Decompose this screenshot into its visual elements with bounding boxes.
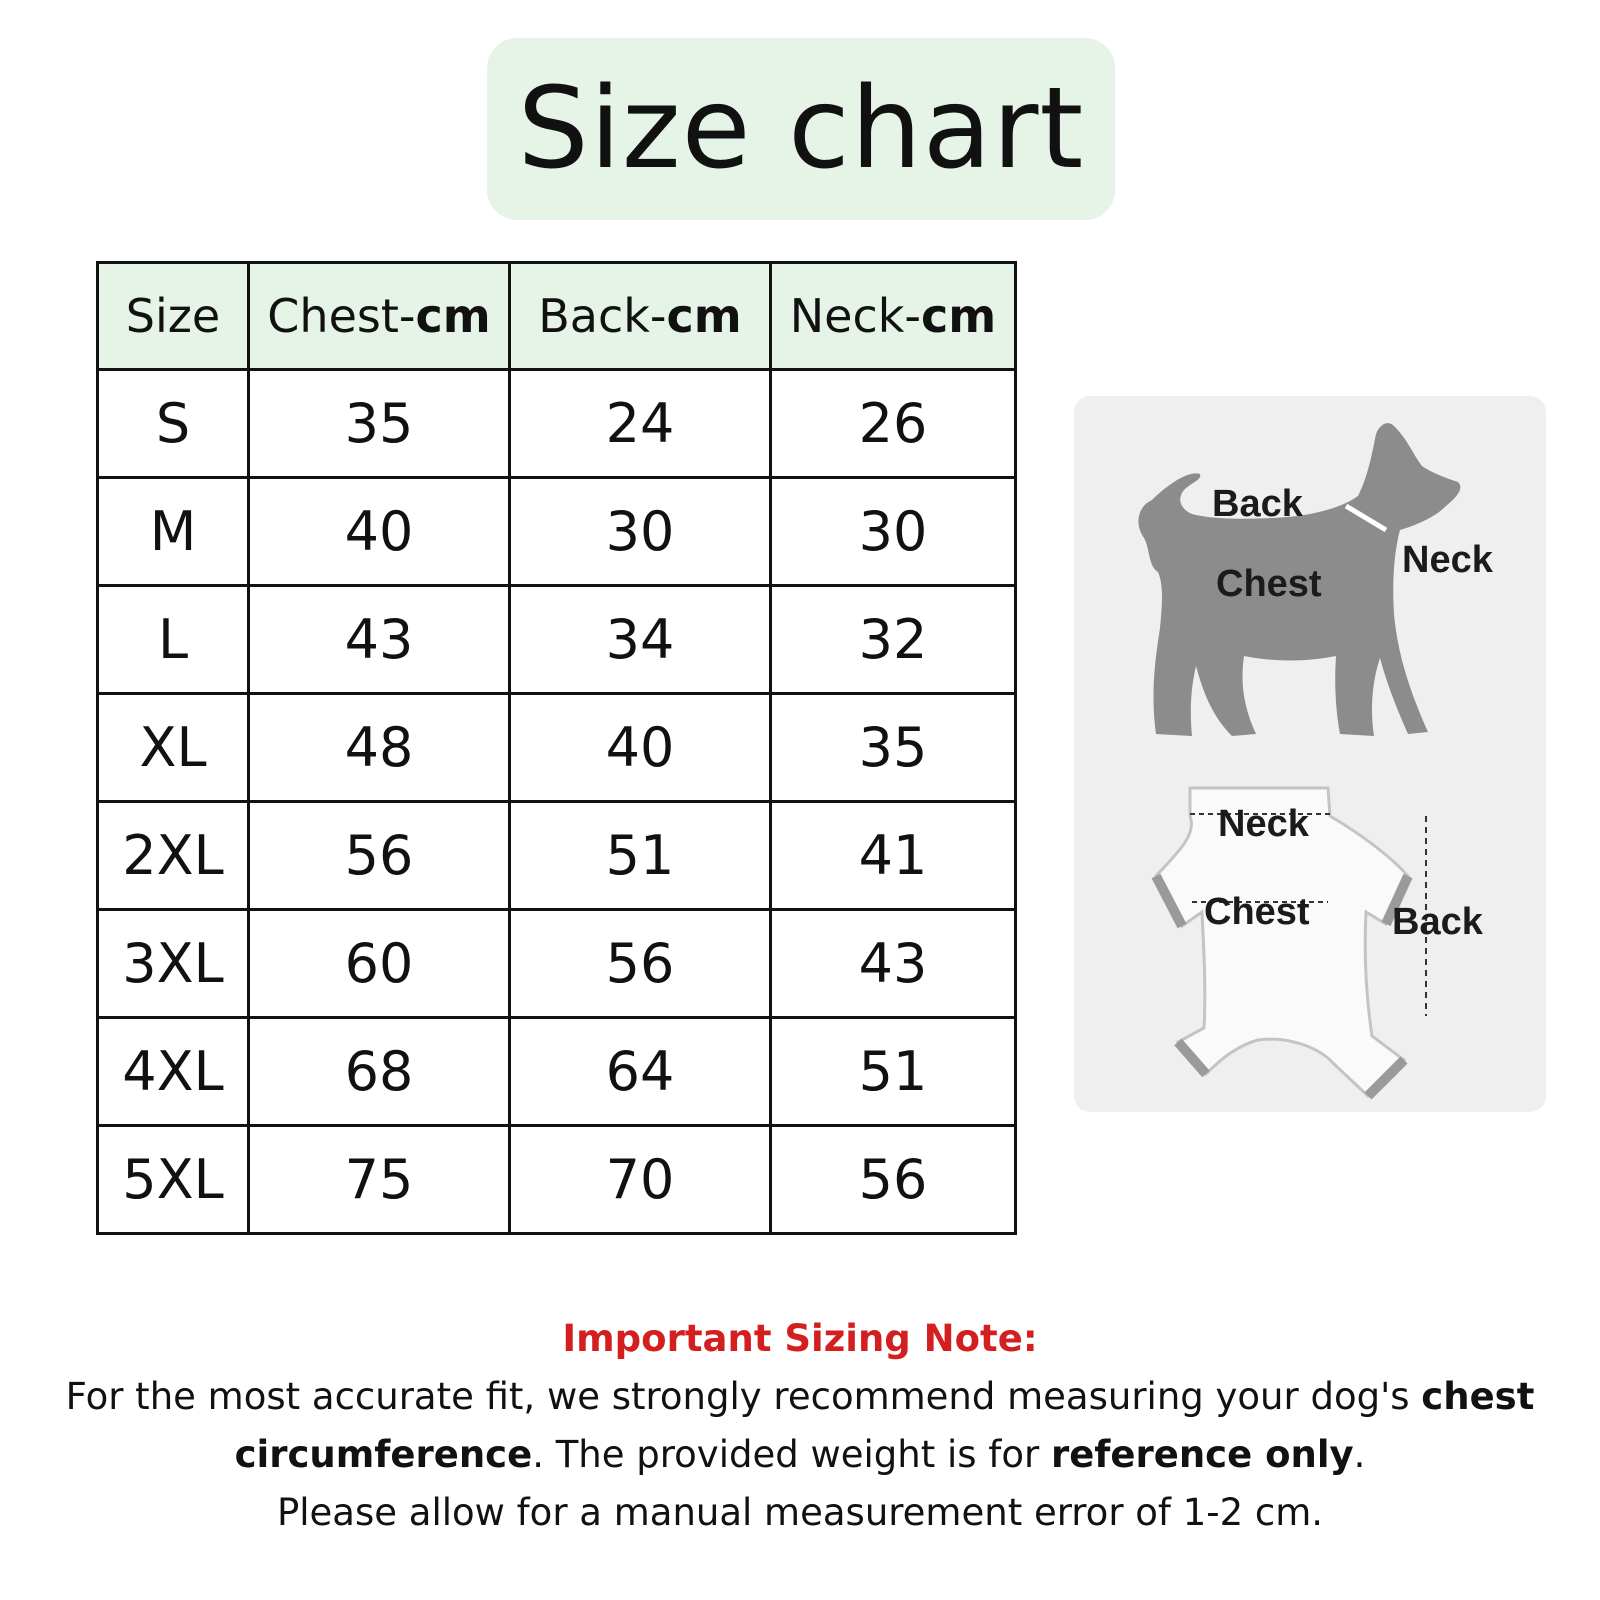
header-size: Size xyxy=(98,263,249,370)
table-header-row xyxy=(98,263,1016,370)
note-title: Important Sizing Note: xyxy=(562,1317,1038,1360)
cell-chest: 68 xyxy=(249,1018,510,1126)
cell-chest: 56 xyxy=(249,802,510,910)
cell-chest: 43 xyxy=(249,586,510,694)
cell-back: 30 xyxy=(510,478,771,586)
header-neck: Neck-cm xyxy=(771,263,1016,370)
page-title: Size chart xyxy=(517,64,1085,194)
cell-back: 34 xyxy=(510,586,771,694)
cell-size: 4XL xyxy=(98,1018,249,1126)
cell-size: M xyxy=(98,478,249,586)
table-row xyxy=(98,910,1016,1018)
cell-chest: 75 xyxy=(249,1126,510,1234)
table-row xyxy=(98,802,1016,910)
cell-neck: 35 xyxy=(771,694,1016,802)
note-text-4: Please allow for a manual measurement error of 1-2 cm. xyxy=(276,1491,1324,1534)
note-text-1: For the most accurate fit, we strongly recommend measuring your dog's xyxy=(65,1375,1422,1418)
dog-measurement-illustration xyxy=(1074,396,1546,1112)
cell-size: 2XL xyxy=(98,802,249,910)
table-row xyxy=(98,1018,1016,1126)
table-row xyxy=(98,370,1016,478)
note-bold-reference: reference only xyxy=(1050,1433,1354,1476)
cell-back: 40 xyxy=(510,694,771,802)
cell-neck: 51 xyxy=(771,1018,1016,1126)
cell-chest: 35 xyxy=(249,370,510,478)
cell-neck: 30 xyxy=(771,478,1016,586)
note-text-3: . xyxy=(1353,1433,1366,1476)
cell-size: 5XL xyxy=(98,1126,249,1234)
cell-size: 3XL xyxy=(98,910,249,1018)
note-bold-chest: chest circumference xyxy=(234,1375,1535,1476)
table-row xyxy=(98,586,1016,694)
sizing-note xyxy=(40,1310,1560,1542)
title-banner xyxy=(487,38,1115,220)
cell-size: XL xyxy=(98,694,249,802)
cell-back: 64 xyxy=(510,1018,771,1126)
garment-label-neck: Neck xyxy=(1218,803,1309,845)
cell-size: L xyxy=(98,586,249,694)
cell-neck: 56 xyxy=(771,1126,1016,1234)
table-row xyxy=(98,694,1016,802)
cell-neck: 26 xyxy=(771,370,1016,478)
header-chest: Chest-cm xyxy=(249,263,510,370)
table-row xyxy=(98,478,1016,586)
cell-neck: 43 xyxy=(771,910,1016,1018)
dog-label-back: Back xyxy=(1212,483,1303,525)
garment-label-back: Back xyxy=(1392,901,1483,943)
note-text-2: . The provided weight is for xyxy=(532,1433,1051,1476)
table-row xyxy=(98,1126,1016,1234)
cell-neck: 32 xyxy=(771,586,1016,694)
dog-label-chest: Chest xyxy=(1216,563,1322,605)
garment-label-chest: Chest xyxy=(1204,891,1310,933)
dog-label-neck: Neck xyxy=(1402,539,1493,581)
size-table xyxy=(96,261,1017,1235)
cell-back: 56 xyxy=(510,910,771,1018)
cell-chest: 48 xyxy=(249,694,510,802)
measurement-diagram xyxy=(1074,396,1546,1112)
cell-neck: 41 xyxy=(771,802,1016,910)
cell-back: 51 xyxy=(510,802,771,910)
cell-size: S xyxy=(98,370,249,478)
cell-chest: 40 xyxy=(249,478,510,586)
cell-chest: 60 xyxy=(249,910,510,1018)
cell-back: 24 xyxy=(510,370,771,478)
header-back: Back-cm xyxy=(510,263,771,370)
cell-back: 70 xyxy=(510,1126,771,1234)
